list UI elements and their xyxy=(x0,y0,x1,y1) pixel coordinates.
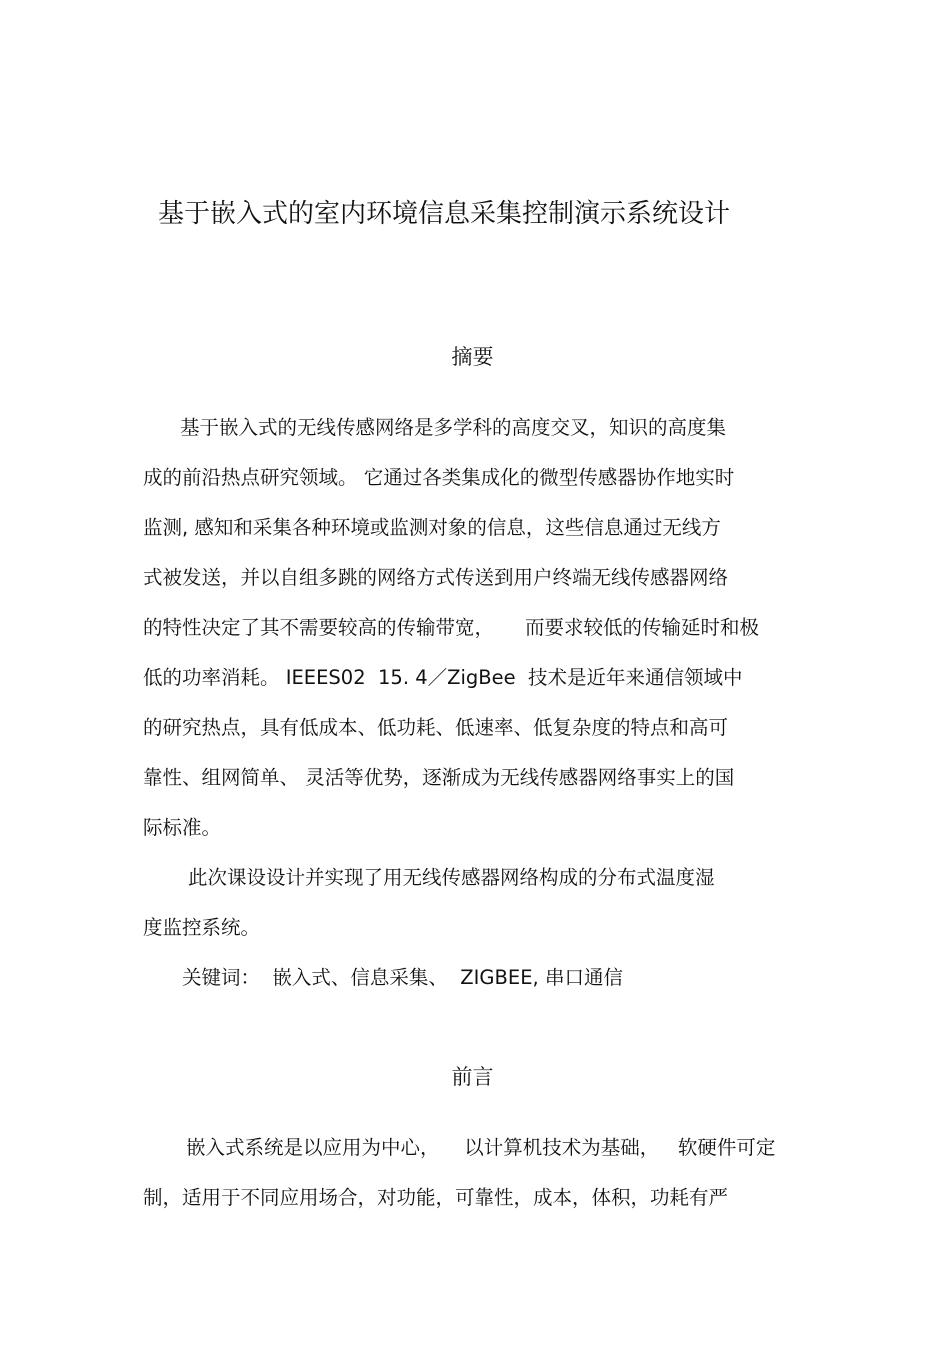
abstract-line-9: 际标准。 xyxy=(143,816,222,839)
abstract-line-1: 基于嵌入式的无线传感网络是多学科的高度交叉，知识的高度集 xyxy=(180,416,727,439)
keywords-label: 关键词： xyxy=(182,966,261,989)
abstract-line-6: 低的功率消耗。 IEEES02 15. 4／ZigBee 技术是近年来通信领域中 xyxy=(143,666,743,689)
abstract-line-2: 成的前沿热点研究领域。 它通过各类集成化的微型传感器协作地实时 xyxy=(143,466,735,489)
preface-heading: 前言 xyxy=(451,1065,494,1089)
document-title: 基于嵌入式的室内环境信息采集控制演示系统设计 xyxy=(158,199,731,229)
keywords-line xyxy=(182,964,623,992)
abstract-line-3: 监测, 感知和采集各种环境或监测对象的信息，这些信息通过无线方 xyxy=(143,516,721,539)
abstract-line-8: 靠性、组网简单、 灵活等优势，逐渐成为无线传感器网络事实上的国 xyxy=(143,766,735,789)
preface-line-1: 嵌入式系统是以应用为中心， 以计算机技术为基础， 软硬件可定 xyxy=(186,1136,776,1159)
abstract-para2-line-1: 此次课设设计并实现了用无线传感器网络构成的分布式温度湿 xyxy=(188,866,715,889)
abstract-line-7: 的研究热点，具有低成本、低功耗、低速率、低复杂度的特点和高可 xyxy=(143,716,729,739)
abstract-heading: 摘要 xyxy=(451,345,494,369)
preface-line-2: 制，适用于不同应用场合，对功能，可靠性，成本，体积，功耗有严 xyxy=(143,1186,729,1209)
abstract-line-4: 式被发送，并以自组多跳的网络方式传送到用户终端无线传感器网络 xyxy=(143,566,729,589)
abstract-line-5: 的特性决定了其不需要较高的传输带宽， 而要求较低的传输延时和极 xyxy=(143,616,759,639)
keywords-value: 嵌入式、信息采集、 ZIGBEE, 串口通信 xyxy=(260,966,623,989)
abstract-para2-line-2: 度监控系统。 xyxy=(143,916,261,939)
